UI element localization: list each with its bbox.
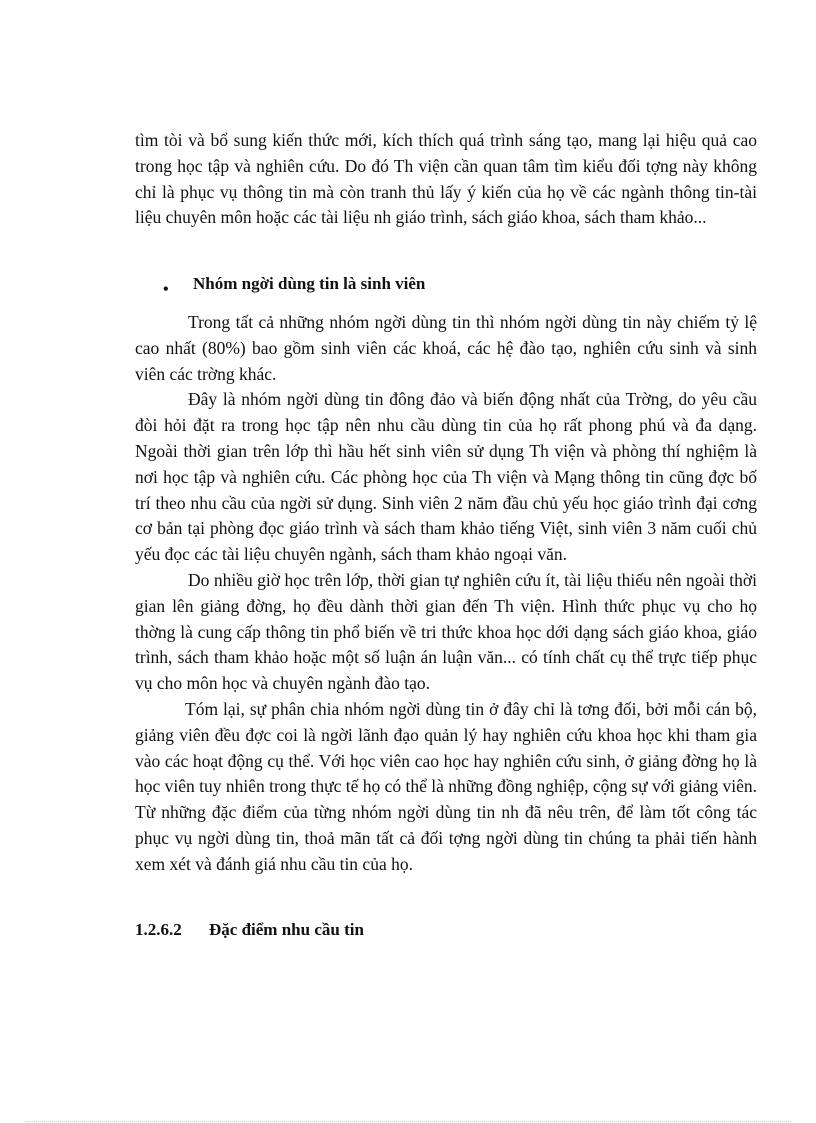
paragraph: Tóm lại, sự phân chia nhóm ngời dùng tin ở đây chỉ là tơng đối, bởi mỗi cán bộ, giảng viên đều đợc coi là ngời lãnh đạo quản lý hay nghiên cứu khoa học khi tham gia vào các hoạt động cụ thể. Với học viên cao học hay nghiên cứu sinh, ở giảng đờng họ là học viên tuy nhiên trong thực tế họ có thể là những đồng nghiệp, cộng sự với giảng viên. Từ những đặc điểm của từng nhóm ngời dùng tin nh đã nêu trên, để làm tốt công tác phục vụ ngời dùng tin, thoả mãn tất cả đối tợng ngời dùng tin chúng ta phải tiến hành xem xét và đánh giá nhu cầu tin của họ. (135, 698, 757, 874)
paragraph: tìm tòi và bổ sung kiến thức mới, kích thích quá trình sáng tạo, mang lại hiệu quả cao trong học tập và nghiên cứu. Do đó Th viện cần quan tâm tìm kiểu đối tợng này không chỉ là phục vụ thông tin mà còn tranh thủ lấy ý kiến của họ về các ngành thông tin-tài liệu chuyên môn hoặc các tài liệu nh giáo trình, sách giáo khoa, sách tham khảo... (135, 130, 757, 228)
section-number: 1.2.6.2 (135, 920, 182, 939)
intro-paragraph (135, 128, 757, 231)
bullet-heading-text: Nhóm ngời dùng tin là sinh viên (193, 274, 426, 293)
paragraph: Do nhiều giờ học trên lớp, thời gian tự nghiên cứu ít, tài liệu thiếu nên ngoài thời gian lên giảng đờng, họ đều dành thời gian đến Th viện. Hình thức phục vụ cho họ thờng là cung cấp thông tin phổ biến về tri thức khoa học dới dạng sách giáo khoa, giáo trình, sách tham khảo hoặc một số luận án luận văn... có tính chất cụ thể trực tiếp phục vụ cho môn học và chuyên ngành đào tạo. (135, 569, 757, 694)
page-bottom-border (25, 1121, 791, 1122)
section-title: Đặc điểm nhu cầu tin (209, 920, 364, 939)
paragraph: Đây là nhóm ngời dùng tin đông đảo và biến động nhất của Trờng, do yêu cầu đòi hỏi đặt ra trong học tập nên nhu cầu dùng tin của họ rất phong phú và đa dạng. Ngoài thời gian trên lớp thì hầu hết sinh viên sử dụng Th viện và phòng thí nghiệm là nơi học tập và nghiên cứu. Các phòng học của Th viện và Mạng thông tin cũng đợc bố trí theo nhu cầu của ngời sử dụng. Sinh viên 2 năm đầu chủ yếu học giáo trình đại cơng cơ bản tại phòng đọc giáo trình và sách tham khảo tiếng Việt, sinh viên 3 năm cuối chủ yếu đọc các tài liệu chuyên ngành, sách tham khảo ngoại văn. (135, 389, 757, 565)
section-heading (135, 918, 364, 942)
body-text (135, 310, 757, 878)
paragraph: Trong tất cả những nhóm ngời dùng tin thì nhóm ngời dùng tin này chiếm tỷ lệ cao nhất (80%) bao gồm sinh viên các khoá, các hệ đào tạo, nghiên cứu sinh và sinh viên các trờng khác. (135, 312, 757, 384)
bullet-icon: • (163, 281, 169, 298)
